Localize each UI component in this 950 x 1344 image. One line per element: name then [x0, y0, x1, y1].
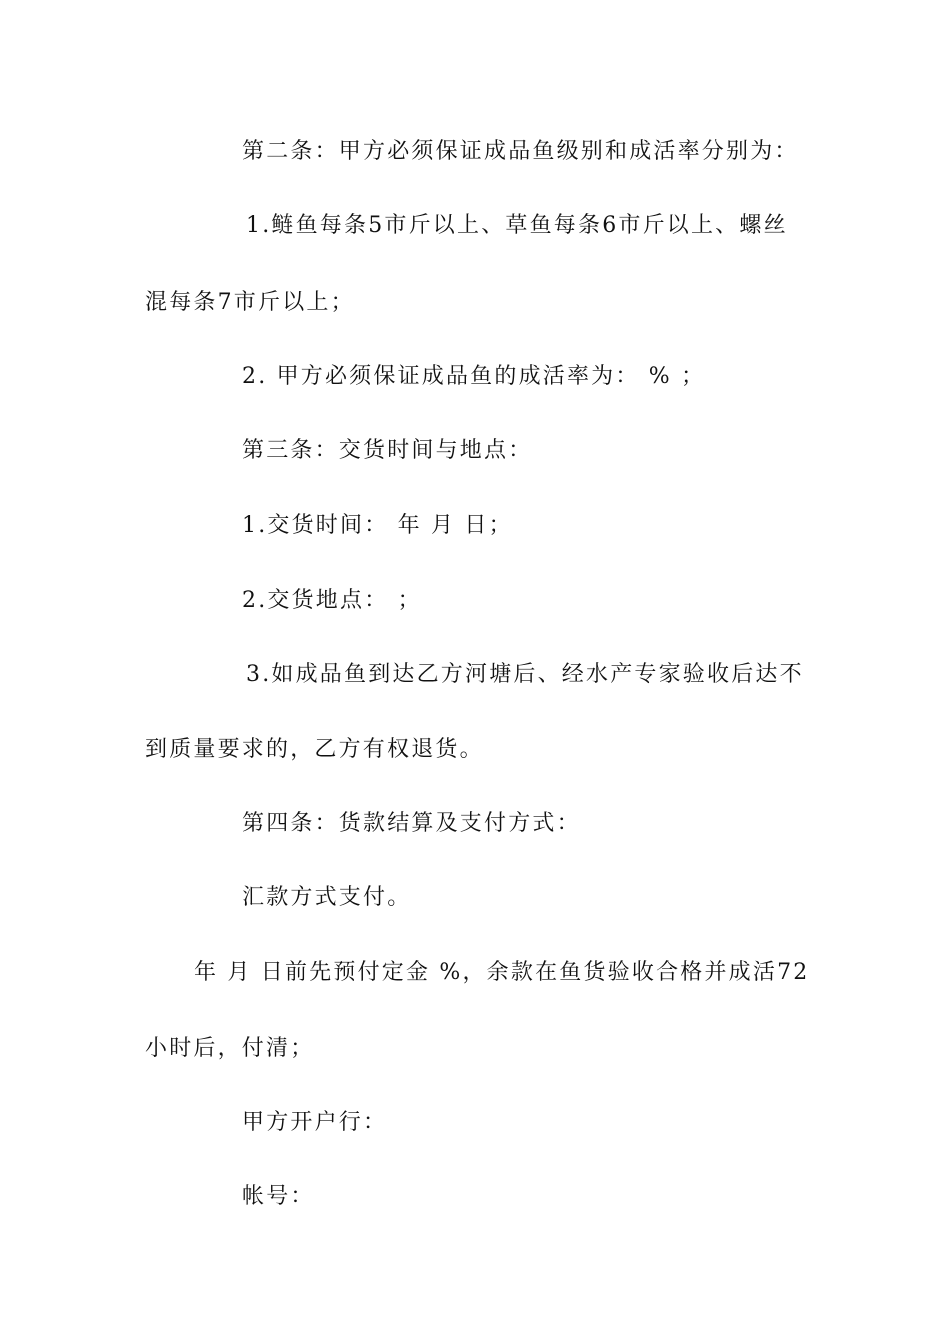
clause-3-item-2: 2.交货地点： ； — [242, 588, 422, 613]
clause-3-item-3-line-2: 到质量要求的，乙方有权退货。 — [145, 737, 484, 762]
clause-4-deposit-line-1: 年 月 日前先预付定金 %，余款在鱼货验收合格并成活72 — [194, 960, 810, 985]
clause-2-item-1-line-1: 1.鲢鱼每条5市斤以上、草鱼每条6市斤以上、螺丝 — [246, 213, 788, 238]
clause-3-item-3-line-1: 3.如成品鱼到达乙方河塘后、经水产专家验收后达不 — [246, 662, 804, 687]
clause-3-heading: 第三条：交货时间与地点： — [242, 438, 533, 463]
clause-2-heading: 第二条：甲方必须保证成品鱼级别和成活率分别为： — [242, 139, 799, 164]
account-number: 帐号： — [242, 1184, 315, 1209]
clause-3-item-1: 1.交货时间： 年 月 日； — [242, 513, 513, 538]
clause-4-payment-method: 汇款方式支付。 — [242, 885, 412, 910]
clause-4-deposit-line-2: 小时后，付清； — [145, 1036, 315, 1061]
party-a-bank: 甲方开户行： — [242, 1110, 388, 1135]
clause-2-item-1-line-2: 混每条7市斤以上； — [145, 290, 355, 315]
clause-4-heading: 第四条：货款结算及支付方式： — [242, 811, 581, 836]
clause-2-item-2: 2. 甲方必须保证成品鱼的成活率为： % ； — [242, 364, 706, 389]
